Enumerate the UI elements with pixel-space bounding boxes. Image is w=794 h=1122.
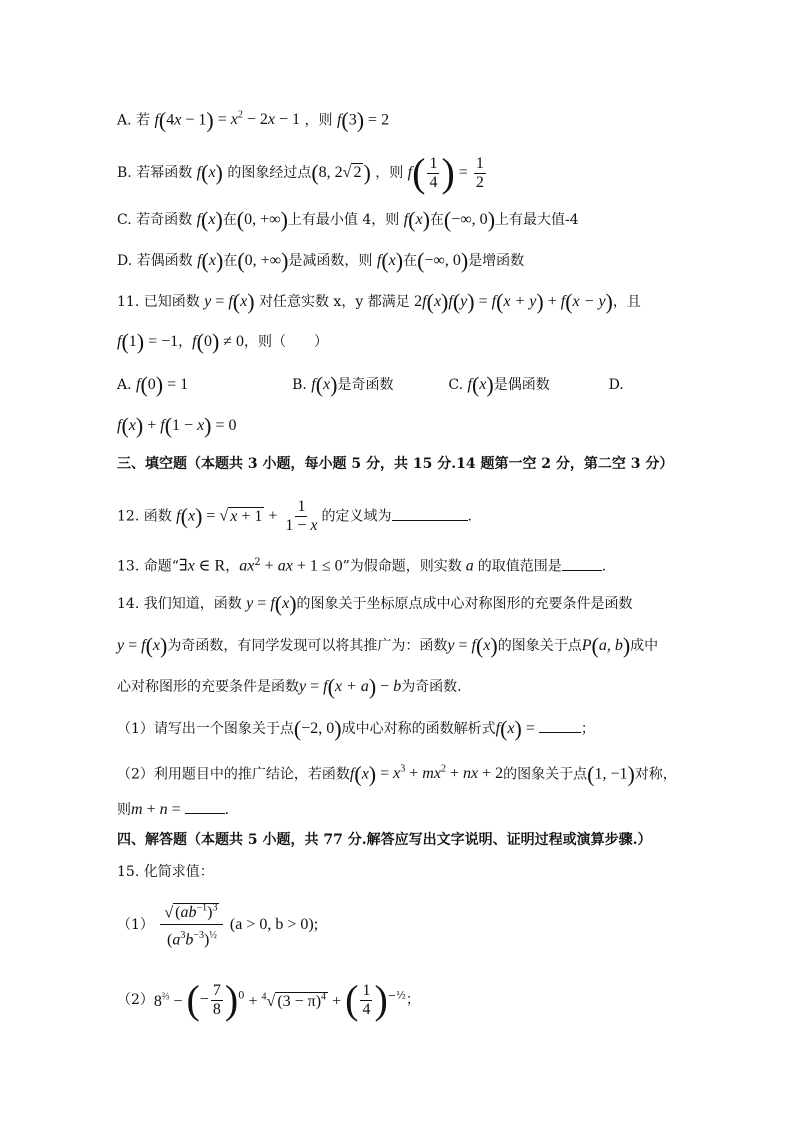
math: −2, 0 xyxy=(301,720,335,737)
paren: ) xyxy=(289,591,297,616)
option-b-q10 xyxy=(117,150,684,195)
math: x xyxy=(208,252,216,269)
math: − xyxy=(199,991,209,1008)
math: x xyxy=(128,417,136,434)
paren: ) xyxy=(135,413,144,438)
q13-mid: ”为假命题，则实数 xyxy=(342,558,462,575)
paren: ( xyxy=(201,160,209,185)
math: + $^4$√ $(3 - \pi)^4$ + xyxy=(244,991,346,1011)
fraction: $\frac{1}{1 - x}$ xyxy=(285,498,318,534)
paren: ( xyxy=(236,207,245,232)
math: f xyxy=(376,252,382,269)
math: f xyxy=(560,293,566,310)
math: = $x^3 + mx^2$ + nx + 2 xyxy=(376,764,504,783)
math: f xyxy=(117,417,122,434)
math: = xyxy=(253,595,271,612)
q11-opt-b-text: 是奇函数 xyxy=(337,377,394,393)
math: 1, −1 xyxy=(594,765,628,783)
q15-sub1-label: （1） xyxy=(117,916,154,933)
fraction: $\frac{1}{4}$ xyxy=(429,154,438,191)
math: f xyxy=(407,164,413,181)
math: f xyxy=(176,507,181,525)
math: + ax + 1 ≤ 0 xyxy=(260,557,343,575)
paren: ( xyxy=(186,977,200,1022)
option-a-mid: ，则 xyxy=(304,112,333,129)
math: y xyxy=(299,678,307,695)
math: + xyxy=(143,417,161,434)
paren: ( xyxy=(196,329,204,354)
q14-line1 xyxy=(117,591,684,616)
q11-opt-b: B. xyxy=(292,377,307,393)
paren: ( xyxy=(274,591,283,616)
paren: ( xyxy=(315,372,324,397)
option-a-label: A. 若 xyxy=(117,112,151,129)
math: = xyxy=(167,801,185,818)
math: = xyxy=(474,293,492,310)
math: = xyxy=(306,678,324,695)
math: f xyxy=(422,293,427,310)
math: f xyxy=(323,678,328,695)
paren: ) xyxy=(490,633,498,658)
paren: ( xyxy=(345,977,359,1022)
paren: ) xyxy=(330,372,338,397)
math: f xyxy=(196,211,202,228)
math: x xyxy=(208,164,216,181)
math: P xyxy=(581,637,592,654)
math: ≠ 0 xyxy=(219,333,245,350)
paren: ) xyxy=(627,761,635,787)
paren: ) xyxy=(514,716,522,741)
math: f xyxy=(491,293,497,310)
paren: ) xyxy=(605,289,613,314)
math: x xyxy=(152,637,161,654)
paren: ) xyxy=(441,150,455,195)
paren: ( xyxy=(587,761,595,787)
math: x xyxy=(483,637,491,654)
math: f xyxy=(228,293,233,310)
math: = 1 xyxy=(163,376,189,393)
option-b-mid: 的图象经过点 xyxy=(227,165,312,181)
math: y xyxy=(460,293,468,310)
q11-opt-c: C. xyxy=(448,377,464,393)
math: f xyxy=(154,111,159,129)
math: 0 xyxy=(238,990,245,1002)
paren: ( xyxy=(565,289,573,314)
paren: ) xyxy=(215,248,224,273)
paren: ( xyxy=(500,716,508,741)
option-c-mid3: 在 xyxy=(429,212,444,228)
paren: ) xyxy=(281,248,289,273)
math: m xyxy=(131,801,143,818)
section3-title: 三、填空题（本题共 3 小题，每小题 5 分，共 15 分.14 题第一空 2 分，第二空 3 分） xyxy=(117,456,674,472)
paren: ( xyxy=(591,633,599,658)
paren: ( xyxy=(417,248,425,273)
q11-sep: ， xyxy=(178,334,193,350)
section4-title: 四、解答题（本题共 5 小题，共 77 分.解答应写出文字说明、证明过程或演算步骤.） xyxy=(117,832,652,848)
math: ax xyxy=(239,557,255,575)
q15-sub2-label: （2） xyxy=(117,992,154,1008)
q11-opt-a: A. xyxy=(117,377,132,393)
q14-sub2-end: 对称， xyxy=(634,766,677,783)
option-d-mid3: 在 xyxy=(403,253,418,269)
math: 3 xyxy=(348,111,357,129)
q14-line2-mid: 为奇函数，有同学发现可以将其推广为：函数 xyxy=(167,638,448,654)
math: x xyxy=(361,765,369,783)
paren: ) xyxy=(467,289,475,314)
q14-line3-end: 为奇函数. xyxy=(401,679,462,695)
paren: ( xyxy=(201,248,209,273)
paren: ( xyxy=(496,289,504,314)
math: x xyxy=(187,507,196,525)
paren: ( xyxy=(381,248,389,273)
q11-mid: 对任意实数 x，y 都满足 xyxy=(258,294,410,310)
fraction: $\frac{1}{4}$ xyxy=(362,981,371,1018)
option-d-mid1: 在 xyxy=(223,253,238,269)
paren: ( xyxy=(412,150,426,195)
math: = −1 xyxy=(144,333,179,350)
math: $8^{\frac{2}{3}}$ − xyxy=(153,991,187,1011)
math: − b xyxy=(376,678,402,695)
math: = xyxy=(211,293,229,310)
q12-start: 12. 函数 xyxy=(117,508,172,525)
math: 0, +∞ xyxy=(244,211,281,228)
paren: ( xyxy=(354,761,362,787)
paren: ) xyxy=(356,107,365,133)
paren: ) xyxy=(160,633,168,658)
paren: ) xyxy=(206,107,214,133)
q15-sub1-cond: (a > 0, b > 0); xyxy=(229,915,319,933)
fraction: $\frac{7}{8}$ xyxy=(212,981,221,1018)
paren: ( xyxy=(471,372,480,397)
paren: ) xyxy=(486,372,494,397)
q14-line1-end: 的图象关于坐标原点成中心对称图形的充要条件是函数 xyxy=(296,596,633,612)
math: y xyxy=(447,637,455,654)
math: x − y xyxy=(572,293,606,310)
option-b-then: ，则 xyxy=(375,165,404,181)
math: x xyxy=(388,252,396,269)
q13-period: . xyxy=(601,558,607,575)
paren: ( xyxy=(443,207,452,232)
paren: ( xyxy=(232,289,241,314)
math: −½ xyxy=(387,990,406,1002)
math: y xyxy=(117,637,125,654)
paren: ( xyxy=(121,413,129,438)
math: x xyxy=(282,595,290,612)
answer-blank[interactable] xyxy=(185,813,225,814)
option-d-mid2: 是减函数，则 xyxy=(288,253,373,269)
math: x xyxy=(323,376,331,393)
q14-line3 xyxy=(117,674,684,699)
option-c-mid1: 在 xyxy=(222,212,237,228)
math: 0 xyxy=(147,376,156,393)
q13-end: 的取值范围是 xyxy=(477,558,562,575)
option-d-q10 xyxy=(117,248,684,273)
math: = 0 xyxy=(211,417,237,434)
q14-line2-mid2: 的图象关于点 xyxy=(497,638,582,654)
paren: ( xyxy=(145,633,153,658)
q14-sub2-mid: 的图象关于点 xyxy=(503,766,588,783)
math: x xyxy=(415,211,423,228)
fraction: $\frac{1}{2}$ xyxy=(475,154,484,191)
option-c-mid2: 上有最小值 4，则 xyxy=(287,212,400,228)
paren: ( xyxy=(341,107,349,133)
option-c-label: C. 若奇函数 xyxy=(117,212,193,228)
q14-sub2-start: （2）利用题目中的推广结论，若函数 xyxy=(117,766,350,783)
math: ∃x ∈ R xyxy=(178,557,226,575)
q14-sub2 xyxy=(117,760,684,787)
q14-line3-start: 心对称图形的充要条件是函数 xyxy=(117,679,299,695)
paren: ) xyxy=(395,248,404,273)
paren: ( xyxy=(311,160,319,185)
math: 1 xyxy=(128,333,137,350)
q14-line1-start: 14. 我们知道，函数 xyxy=(117,596,242,612)
math: −∞, 0 xyxy=(451,211,488,228)
math: 4x − 1 xyxy=(166,111,207,129)
math: = √ x + 1 + xyxy=(202,507,282,525)
paren: ( xyxy=(327,674,335,699)
comma: ， xyxy=(225,558,240,575)
math: x + y xyxy=(503,293,537,310)
q11-start: 11. 已知函数 xyxy=(117,294,200,310)
math: f xyxy=(192,333,197,350)
q14-sub3-end: . xyxy=(224,802,230,818)
math: x xyxy=(507,720,515,737)
q11-cond-end: ，则（ ） xyxy=(244,334,329,350)
q13-start: 13. 命题“ xyxy=(117,558,179,575)
paren: ) xyxy=(368,761,377,787)
math: + xyxy=(543,293,561,310)
math: = xyxy=(124,637,142,654)
paren: ) xyxy=(136,329,145,354)
q15-sub2 xyxy=(117,977,684,1040)
math: x xyxy=(240,293,248,310)
paren: ) xyxy=(374,977,388,1022)
q11-end: ，且 xyxy=(612,294,641,310)
q13 xyxy=(117,553,684,577)
math: f xyxy=(471,637,476,654)
paren: ) xyxy=(368,674,377,699)
q12 xyxy=(117,498,684,535)
math: y xyxy=(246,595,254,612)
math: x xyxy=(433,293,442,310)
q12-period: . xyxy=(467,508,472,525)
math: + xyxy=(142,801,160,818)
option-c-end: 上有最大值-4 xyxy=(495,212,579,228)
paren: ) xyxy=(195,503,203,529)
q15-sub2-end: ； xyxy=(405,992,420,1008)
math: 2 xyxy=(254,557,261,568)
math: 0 xyxy=(203,333,212,350)
paren: ( xyxy=(237,248,245,273)
paren: ( xyxy=(475,633,484,658)
paren: ) xyxy=(334,716,342,741)
q11-stem xyxy=(117,289,684,314)
fraction: $\frac{√ (ab^{-1})^3}{(a^3b^{-3})^{\frac{1}{2}}}$ xyxy=(160,898,223,952)
math: = xyxy=(521,720,539,737)
math: f xyxy=(136,376,141,393)
math: a xyxy=(461,557,478,575)
answer-blank[interactable] xyxy=(539,732,581,733)
math: = $x^2 - 2x - 1$ xyxy=(213,110,301,129)
math: f xyxy=(197,252,202,269)
option-d-end: 是增函数 xyxy=(468,253,525,269)
math: = 2 xyxy=(364,111,390,129)
math: 2 xyxy=(414,293,423,310)
answer-blank[interactable] xyxy=(392,520,468,521)
paren: ) xyxy=(363,160,371,185)
math: x xyxy=(479,376,487,393)
paren: ( xyxy=(140,372,148,397)
math: f xyxy=(403,211,409,228)
q15-sub1 xyxy=(117,898,684,968)
math: 8, 2√ 2 xyxy=(318,164,362,181)
math: f xyxy=(141,637,146,654)
paren: ( xyxy=(180,503,188,529)
paren: ) xyxy=(155,372,164,397)
q11-conditions xyxy=(117,329,684,354)
q11-opt-d-expr xyxy=(117,413,684,438)
math: f xyxy=(196,164,202,181)
paren: ( xyxy=(426,289,434,314)
paren: ) xyxy=(487,207,496,232)
paren: ) xyxy=(280,207,288,232)
paren: ) xyxy=(441,289,449,314)
q14-line2-end: 成中 xyxy=(630,638,659,654)
paren: ) xyxy=(247,289,255,314)
math: x xyxy=(208,211,216,228)
option-b-label: B. 若幂函数 xyxy=(117,165,193,181)
math: 0, +∞ xyxy=(244,252,282,269)
math: f xyxy=(349,765,355,783)
q14-sub3 xyxy=(117,800,684,820)
q11-opt-c-text: 是偶函数 xyxy=(493,377,550,393)
math: −∞, 0 xyxy=(424,252,461,269)
math: f xyxy=(270,595,275,612)
math: a, b xyxy=(598,637,623,654)
math: n xyxy=(159,801,168,818)
math: f xyxy=(160,417,165,434)
q14-sub1-start: （1）请写出一个图象关于点 xyxy=(117,721,294,737)
q15-stem: 15. 化简求值： xyxy=(117,864,214,880)
paren: ( xyxy=(452,289,461,314)
q11-options xyxy=(117,372,684,397)
paren: ) xyxy=(622,633,631,658)
q14-sub1 xyxy=(117,716,684,741)
paren: ) xyxy=(536,289,544,314)
q11-opt-d: D. xyxy=(608,377,624,393)
math: 1 − x xyxy=(172,417,205,434)
paren: ) xyxy=(204,413,212,438)
paren: ( xyxy=(293,716,302,741)
math: f xyxy=(336,111,342,129)
q14-sub3-start: 则 xyxy=(117,802,131,818)
paren: ( xyxy=(408,207,416,232)
math: x + a xyxy=(334,678,369,695)
paren: ( xyxy=(201,207,209,232)
math: f xyxy=(467,376,472,393)
q14-sub1-mid: 成中心对称的函数解析式 xyxy=(341,721,496,737)
option-c-q10 xyxy=(117,207,684,232)
answer-blank[interactable] xyxy=(562,570,602,571)
math: = xyxy=(454,637,472,654)
q14-sub1-end: ； xyxy=(580,721,595,737)
paren: ) xyxy=(211,329,220,354)
q14-line2 xyxy=(117,633,684,658)
paren: ) xyxy=(215,207,223,232)
q12-end: 的定义域为 xyxy=(321,508,392,525)
math: y xyxy=(204,293,212,310)
paren: ( xyxy=(121,329,129,354)
paren: ) xyxy=(224,977,239,1022)
paren: ) xyxy=(215,160,223,185)
math: f xyxy=(495,720,501,737)
math: f xyxy=(311,376,316,393)
math: f xyxy=(448,293,453,310)
paren: ) xyxy=(422,207,430,232)
option-a-q10 xyxy=(117,106,684,133)
math: f xyxy=(117,333,122,350)
paren: ) xyxy=(460,248,469,273)
option-d-label: D. 若偶函数 xyxy=(117,253,193,269)
math: = xyxy=(454,164,472,181)
paren: ( xyxy=(164,413,173,438)
paren: ( xyxy=(158,107,167,133)
